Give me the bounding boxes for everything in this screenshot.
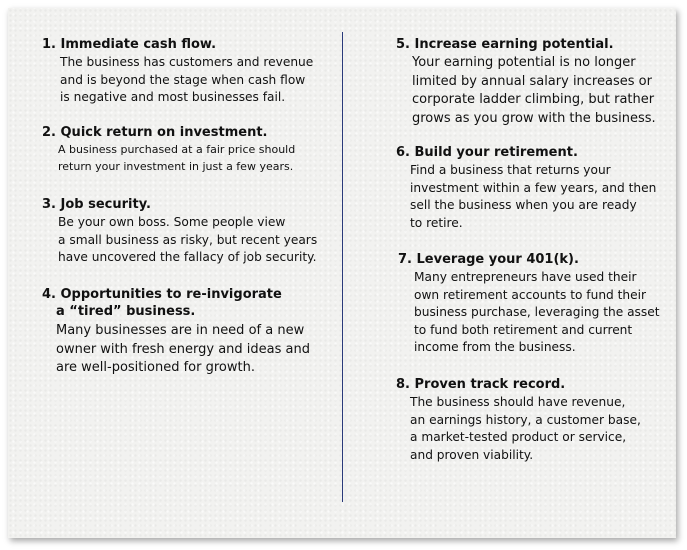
benefit-item-3 [42,196,317,267]
benefit-description: Find a business that returns your investment within a few years, and then sell the business when you are ready to retire. [410,163,657,230]
benefit-item-4 [42,286,310,378]
benefit-title: 3. Job security. [42,197,151,212]
benefit-item-5 [396,36,656,128]
benefit-description: Be your own boss. Some people view a small business as risky, but recent years have uncovered the fallacy of job security. [58,215,318,264]
benefit-item-6 [396,144,656,232]
benefit-description: Your earning potential is no longer limited by annual salary increases or corporate ladder climbing, but rather grows as you grow with the business. [412,55,656,126]
benefit-item-7 [398,251,660,357]
benefit-title: 4. Opportunities to re-invigorate a “tired” business. [42,287,282,319]
benefit-title: 8. Proven track record. [396,377,566,392]
benefit-description: A business purchased at a fair price should return your investment in just a few years. [58,143,296,173]
benefit-item-1 [42,36,313,107]
benefit-item-2 [42,124,295,175]
benefit-title: 2. Quick return on investment. [42,125,268,140]
benefit-title: 6. Build your retirement. [396,145,578,160]
benefit-item-8 [396,376,641,464]
benefit-title: 1. Immediate cash flow. [42,37,217,52]
benefit-description: Many entrepreneurs have used their own retirement accounts to fund their business purchase, leveraging the asset to fund both retirement and current income from the business. [414,270,660,354]
benefit-title: 5. Increase earning potential. [396,37,614,52]
column-divider [342,32,343,502]
benefit-description: Many businesses are in need of a new owner with fresh energy and ideas and are well-positioned for growth. [56,323,311,375]
benefit-description: The business has customers and revenue and is beyond the stage when cash flow is negative and most businesses fail. [60,55,314,104]
benefit-description: The business should have revenue, an earnings history, a customer base, a market-tested product or service, and proven viability. [410,395,641,462]
benefit-title: 7. Leverage your 401(k). [398,252,579,267]
